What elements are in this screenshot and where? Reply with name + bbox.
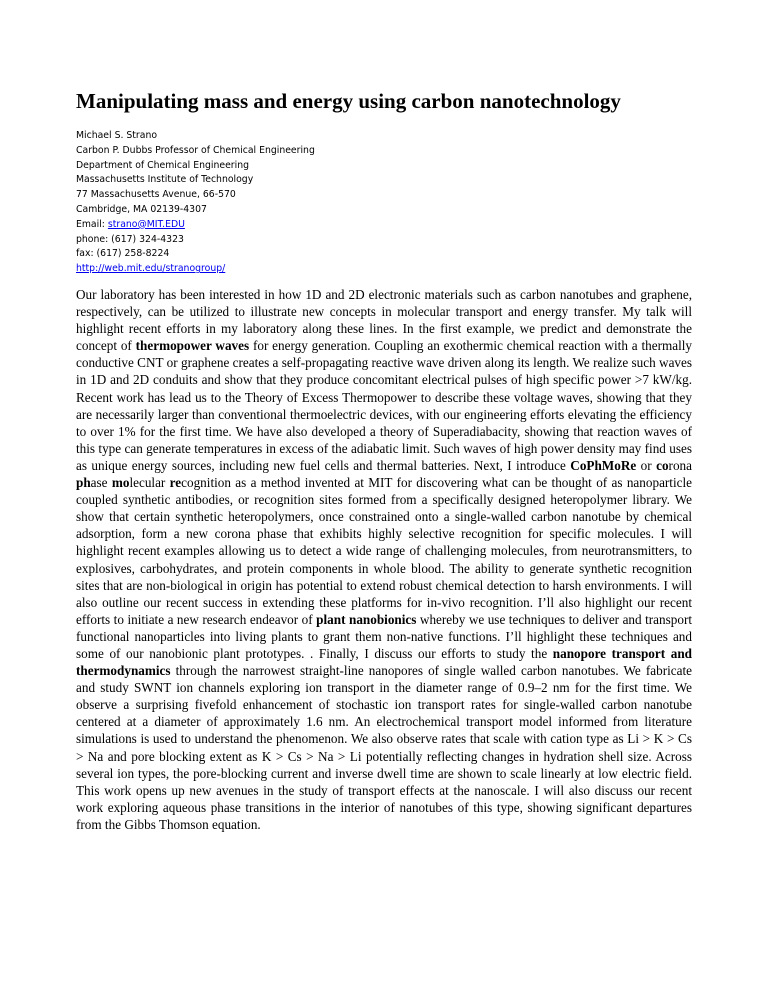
abstract-text: Our laboratory has been interested in how 1D and 2D electronic materials such as carbon nanotubes and graphene, respectively, can be utilized to illustrate new concepts in molecular transport and energy transfer. My talk will highlight recent efforts in my laboratory along these lines. In the first example, we predict and demonstrate the concept of (76, 287, 692, 354)
abstract-text: through the narrowest straight-line nanopores of single walled carbon nanotubes. We fabricate and study SWNT ion channels exploring ion transport in the diameter range of 0.9–2 nm for the first time. We observe a surprising fivefold enhancement of stochastic ion transport rates for single-walled carbon nanotube centered at a diameter of approximately 1.6 nm. An electrochemical transport model informed from literature simulations is used to understand the phenomenon. We also observe rates that scale with cation type as Li > K > Cs > Na and pore blocking extent as K > Cs > Na > Li potentially reflecting changes in hydration shell size. Across several ion types, the pore-blocking current and inverse dwell time are shown to scale linearly at low electric field. This work opens up new avenues in the study of transport effects at the nanoscale. I will also discuss our recent work exploring aqueous phase transitions in the interior of nanotubes of this type, showing significant departures from the Gibbs Thomson equation. (76, 663, 692, 832)
abstract-text: lecular (129, 475, 170, 491)
email-link[interactable]: strano@MIT.EDU (107, 218, 185, 230)
website-link[interactable]: http://web.mit.edu/stranogroup/ (76, 263, 226, 275)
author-email-line (76, 218, 476, 233)
highlight-mo: mo (111, 475, 130, 491)
author-phone: phone: (617) 324-4323 (76, 233, 184, 245)
highlight-co: co (656, 457, 669, 473)
author-name: Michael S. Strano (76, 130, 158, 141)
author-contact-block (76, 129, 476, 277)
highlight-nanopore-transport: nanopore transport and thermodynamics (76, 645, 692, 679)
abstract-text: cognition as a method invented at MIT for discovering what can be thought of as nanoparticle coupled synthetic antibodies, or recognition sites formed from a specifically designed heteropolymer library. We show that certain synthetic heteropolymers, once constrained onto a single-walled carbon nanotube by chemical adsorption, form a new corona phase that exhibits highly selective recognition for specific molecules. I will highlight recent examples allowing us to detect a wide range of challenging molecules, from neurotransmitters, to explosives, carbohydrates, and protein components in whole blood. The ability to generate synthetic recognition sites that are non-biological in origin has potential to extend robust chemical detection to harsh environments. I will also outline our recent success in extending these platforms for in-vivo recognition. I’ll also highlight our recent efforts to initiate a new research endeavor of (76, 475, 693, 627)
abstract-text: whereby we use techniques to deliver and transport functional nanoparticles into living plants to grant them non-native functions. I’ll highlight these techniques and some of our nanobionic plant prototypes. . Finally, I discuss our efforts to study the (76, 611, 693, 661)
author-institution: Massachusetts Institute of Technology (76, 174, 254, 186)
author-city: Cambridge, MA 02139-4307 (76, 203, 207, 215)
author-position: Carbon P. Dubbs Professor of Chemical Engineering (76, 144, 315, 156)
page-title: Manipulating mass and energy using carbon nanotechnology (76, 89, 621, 113)
author-address: 77 Massachusetts Avenue, 66-570 (76, 189, 236, 201)
highlight-ph: ph (76, 475, 91, 491)
highlight-re: re (169, 475, 182, 491)
author-fax: fax: (617) 258-8224 (76, 248, 170, 260)
highlight-thermopower-waves: thermopower waves (135, 338, 250, 354)
highlight-plant-nanobionics: plant nanobionics (316, 611, 417, 627)
website-line (76, 262, 476, 277)
abstract-text: ase (90, 475, 112, 491)
abstract-paragraph (76, 286, 692, 833)
abstract-text: for energy generation. Coupling an exothermic chemical reaction with a thermally conductive CNT or graphene creates a self-propagating reactive wave driven along its length. We realize such waves in 1D and 2D conduits and show that they produce concomitant electrical pulses of high specific power >7 kW/kg. Recent work has lead us to the Theory of Excess Thermopower to describe these voltage waves, showing that they are necessarily larger than conventional thermoelectric devices, with our engineering efforts elevating the efficiency to over 1% for the first time. We have also developed a theory of Superadiabacity, showing that reaction waves of this type can generate temperatures in excess of the adiabatic limit. Such waves of high power density may find uses as unique energy sources, including new fuel cells and thermal batteries. Next, I introduce (76, 338, 692, 473)
abstract-text: rona (668, 457, 692, 473)
author-department: Department of Chemical Engineering (76, 159, 250, 171)
email-label: Email: (76, 218, 108, 230)
highlight-cophmore: CoPhMoRe (570, 457, 637, 473)
abstract-text: or (636, 457, 657, 473)
